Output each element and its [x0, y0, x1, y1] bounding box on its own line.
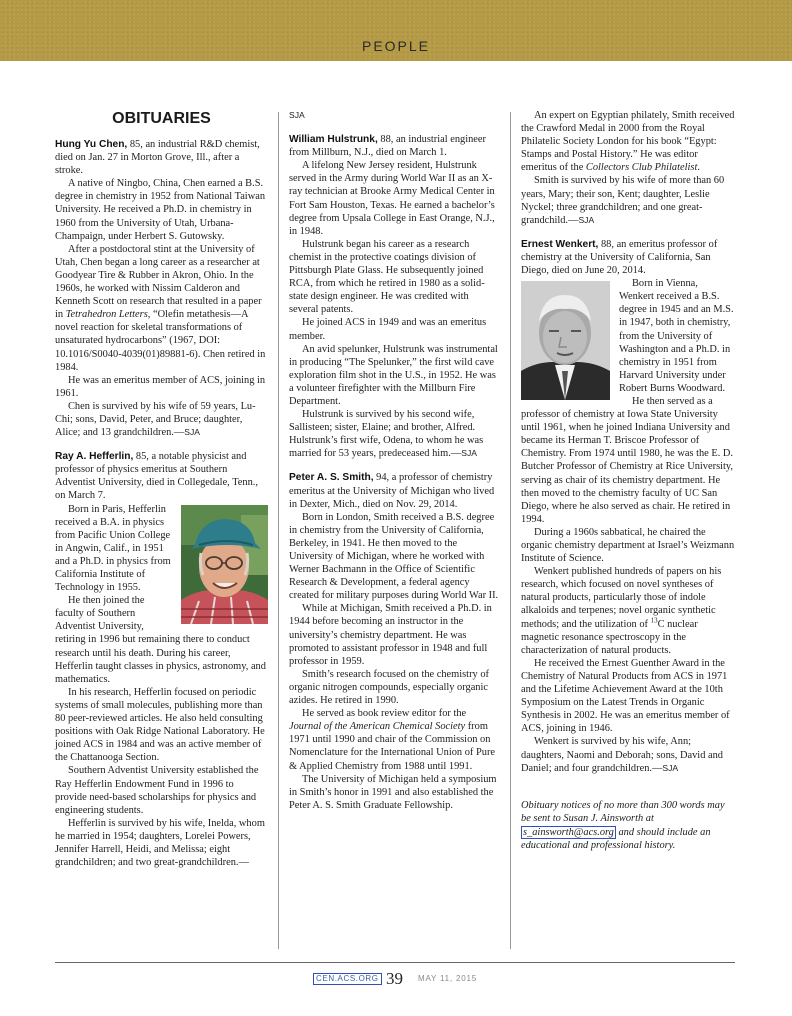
email-link[interactable]: s_ainsworth@acs.org — [523, 826, 614, 838]
paragraph-continued — [289, 109, 500, 122]
obituary-intro: 85, a notable physicist and professor of physics emeritus at Southern Adventist University, died in Collegedale, Tenn., on March 7. — [55, 451, 259, 502]
obituary-intro: 88, an industrial engineer from Millburn, N.J., died on March 1. — [289, 134, 486, 159]
submission-note: Obituary notices of no more than 300 words may be sent to Susan J. Ainsworth at s_ainsworth@acs.org and should include an educational and professional history. — [521, 799, 725, 852]
paragraph: Born in London, Smith received a B.S. degree in chemistry from the University of California, Berkeley, in 1941. He then moved to the University of Michigan, where he worked with Werner Bachmann in the Office of Scientific Research & Development, a federal agency created for military purposes during World War II. — [289, 511, 499, 602]
paragraph: An expert on Egyptian philately, Smith received the Crawford Medal in 2000 from the Royal Philatelic Society London for his book “Egypt: Stamps and Postal History.” He was editor emeritus of the Collectors Club Philatelist. — [521, 110, 735, 174]
paragraph: Wenkert is survived by his wife, Ann; daughters, Naomi and Deborah; sons, David and Daniel; and four grandchildren.—SJA — [521, 736, 723, 774]
obituary-name: Ernest Wenkert, — [521, 238, 599, 250]
paragraph: He received the Ernest Guenther Award in the Chemistry of Natural Products from ACS in 1971 and the Lifetime Achievement Award at the 10th Symposium on the Latest Trends in Organic Synthesis in 2002. He was an emeritus member of ACS, joining in 1946. — [521, 657, 730, 735]
paragraph: He joined ACS in 1949 and was an emeritus member. — [289, 317, 487, 342]
superscript: 13 — [650, 616, 658, 625]
paragraph: After a postdoctoral stint at the University of Utah, Chen began a long career as a researcher at Goodyear Tire & Rubber in Akron, Ohio. In the 1960s, he worked with Nissim Calderon and Kenneth Scott on research that resulted in a paper in Tetrahedron Letters, “Olefin metathesis—A novel reaction for skeletal transformations of unsaturated hydrocarbons” (1967, DOI: 10.1016/S0040-4039(01)89881-6). Chen retired in 1984. — [55, 243, 266, 373]
paragraph: Hulstrunk began his career as a research chemist in the protective coatings division of Pittsburgh Plate Glass. He subsequently joined RCA, from which he retired in 1980 as a solid-state design engineer. He was credited with several patents. — [289, 238, 485, 316]
paragraph: Wenkert published hundreds of papers on his research, which focused on novel syntheses of natural products, particularly those of indole alkaloids and terpenes; novel organic synthetic methods; and the utilization of $^{13}$C nuclear magnetic resonance spectroscopy in the characterization of natural products. — [521, 566, 722, 656]
column-divider — [510, 112, 511, 949]
obituary-name: Ray A. Hefferlin, — [55, 451, 134, 463]
paragraph: During a 1960s sabbatical, he chaired the organic chemistry department at Israel’s Weizmann Institute of Science. — [521, 526, 735, 565]
paragraph: Hulstrunk is survived by his second wife, Sallisteen; sister, Elaine; and brother, Alfred. Hulstrunk’s first wife, Odena, to whom he was married for 53 years, predeceased him.—SJA — [289, 409, 484, 460]
journal-title: Tetrahedron Letters — [65, 309, 148, 321]
obituary-smith-continued — [521, 109, 735, 227]
paragraph: The University of Michigan held a symposium in Smith’s honor in 1991 and also established the Peter A. S. Smith Graduate Fellowship. — [289, 773, 497, 811]
obituary-name: William Hulstrunk, — [289, 134, 378, 146]
paragraph: Smith’s research focused on the chemistry of organic nitrogen compounds, especially organic azides. He retired in 1990. — [289, 668, 489, 707]
obituary-name: Hung Yu Chen, — [55, 139, 128, 150]
issue-date: MAY 11, 2015 — [418, 974, 477, 983]
author-initials: SJA — [184, 427, 201, 438]
journal-title: Journal of the American Chemical Society — [289, 721, 466, 733]
section-title-people: PEOPLE — [361, 38, 431, 54]
author-initials: SJA — [578, 214, 595, 225]
website-link[interactable]: CEN.ACS.ORG — [313, 973, 382, 985]
paragraph: In his research, Hefferlin focused on periodic systems of small molecules, publishing more than 80 peer-reviewed articles. He also held consulting positions with Oak Ridge National Laboratory. He joined ACS in 1984 and was an active member of the Chattanooga Section. — [55, 686, 265, 764]
paragraph: Born in Paris, Hefferlin received a B.A. in physics from Pacific Union College in Angwin, Calif., in 1951 and a Ph.D. in physics from California Institute of Technology in 1955. — [55, 503, 171, 594]
obituary-name: Peter A. S. Smith, — [289, 472, 374, 484]
paragraph: While at Michigan, Smith received a Ph.D. in 1944 before becoming an instructor in the university’s chemistry department. He was promoted to assistant professor in 1948 and full professor in 1959. — [289, 603, 492, 667]
obituary-smith — [289, 471, 500, 811]
page-footer — [0, 969, 792, 991]
column-1 — [55, 109, 268, 869]
paragraph: He then served as a professor of chemistry at Iowa State University until 1961, when he joined Indiana University and became its Herman T. Briscoe Professor of Chemistry. From 1974 until 1980, he was the E. D. Butcher Professor of Chemistry at Rice University, serving as chair of its chemistry department. He then moved to the chemistry faculty of UC San Diego, where he also served as chair. He retired in 1994. — [521, 395, 734, 525]
paragraph: He then joined the faculty of Southern Adventist University, retiring in 1996 but remaining there to conduct research until his death. During his career, Hefferlin taught classes in physics, astronomy, and mathematics. — [55, 595, 266, 685]
obituary-hefferlin — [55, 450, 268, 869]
paragraph: Chen is survived by his wife of 59 years, Lu-Chi; sons, David, Peter, and Bruce; daughter, Alice; and 13 grandchildren.—SJA — [55, 400, 256, 439]
footer-divider — [55, 962, 735, 963]
paragraph: Smith is survived by his wife of more than 60 years, Mary; their son, Kent; daughter, Leslie Nyckel; three grandchildren; and one great-grandchild.—SJA — [521, 175, 725, 226]
wenkert-photo — [521, 281, 610, 400]
obituary-hulstrunk — [289, 133, 500, 460]
column-3 — [521, 109, 735, 853]
paragraph: Hefferlin is survived by his wife, Inelda, whom he married in 1954; daughters, Lorelei Powers, Jennifer Harrell, Heidi, and Melissa; eight grandchildren; and two great-grandchildren.— — [55, 817, 265, 869]
paragraph: A lifelong New Jersey resident, Hulstrunk served in the Army during World War II as an X-ray technician at Brooke Army Medical Center in Fort Sam Houston, Texas. He earned a bachelor’s degree from Upsala College in East Orange, N.J., in 1948. — [289, 160, 495, 237]
column-divider — [278, 112, 279, 949]
paragraph: He was an emeritus member of ACS, joining in 1961. — [55, 374, 266, 399]
author-initials: SJA — [461, 448, 478, 459]
section-banner — [0, 0, 792, 61]
page-number: 39 — [386, 969, 403, 988]
hefferlin-photo — [181, 505, 268, 624]
paragraph: A native of Ningbo, China, Chen earned a B.S. degree in chemistry in 1952 from National Taiwan University. He received a Ph.D. in chemistry in 1960 from the University of Utah, Urbana-Champaign, under Herbert S. Gutowsky. — [55, 178, 266, 242]
paragraph: An avid spelunker, Hulstrunk was instrumental in producing “The Spelunker,” the first wild cave exploration film shot in the U.S., in 1952. He was a volunteer firefighter with the Millburn Fire Department. — [289, 343, 498, 407]
obituary-intro: 85, an industrial R&D chemist, died on Jan. 27 in Morton Grove, Ill., after a stroke. — [55, 139, 260, 177]
paragraph: He served as book review editor for the Journal of the American Chemical Society from 1971 until 1990 and chair of the Commission on Nomenclature for the International Union of Pure & Applied Chemistry from 1988 until 1991. — [289, 708, 496, 772]
journal-title: Collectors Club Philatelist — [585, 162, 698, 174]
column-2 — [289, 109, 500, 812]
obituary-intro: 88, an emeritus professor of chemistry at the University of California, San Diego, died on June 20, 2014. — [521, 238, 718, 277]
author-initials: SJA — [662, 762, 679, 773]
obituary-intro: 94, a professor of chemistry emeritus at the University of Michigan who lived in Dexter, Mich., died on Nov. 29, 2014. — [289, 472, 495, 510]
paragraph: Southern Adventist University established the Ray Hefferlin Endowment Fund in 1996 to provide need-based scholarships for physics and engineering students. — [55, 765, 259, 816]
obituary-wenkert — [521, 238, 735, 775]
author-initials: SJA — [289, 110, 305, 120]
page-title: OBITUARIES — [112, 110, 211, 127]
obituary-chen — [55, 138, 268, 439]
paragraph: Born in Vienna, Wenkert received a B.S. degree in 1945 and an M.S. in 1947, both in chemistry, from the University of Washington and a Ph.D. in chemistry in 1951 from Harvard University under Robert Burns Woodward. — [619, 278, 734, 394]
